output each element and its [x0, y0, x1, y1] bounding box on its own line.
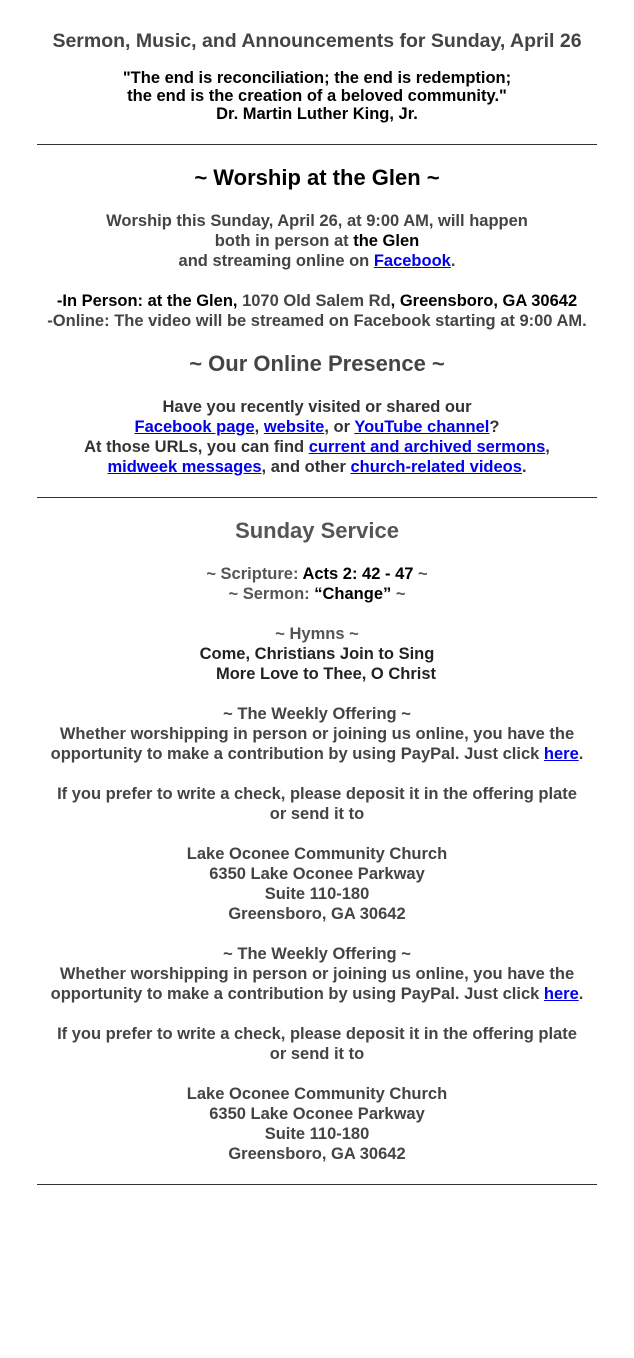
presence-line — [0, 437, 634, 457]
mailing-address — [0, 1084, 634, 1164]
offering-section — [0, 944, 634, 1004]
offering-text — [32, 984, 602, 1004]
scripture-value: Acts 2: 42 - 47 — [302, 565, 414, 583]
page-title: Sermon, Music, and Announcements for Sunday, April 26 — [52, 30, 582, 52]
newsletter — [0, 30, 634, 1185]
presence-heading: ~ Our Online Presence ~ — [189, 351, 445, 376]
inperson-city: , Greensboro, GA 30642 — [390, 292, 578, 310]
divider — [37, 144, 597, 145]
paypal-here-link[interactable]: here — [543, 745, 579, 763]
sermon-label: ~ Sermon: — [228, 585, 315, 603]
sermon-line — [0, 584, 634, 604]
punctuation: . — [578, 985, 584, 1003]
sermon-value: “Change” — [314, 585, 392, 603]
offering-section — [0, 704, 634, 764]
offering-text: Whether worshipping in person or joining us online, you have the — [59, 725, 575, 743]
presence-line — [0, 457, 634, 477]
punctuation: . — [521, 458, 527, 476]
quote-author: Dr. Martin Luther King, Jr. — [216, 105, 418, 123]
worship-heading: ~ Worship at the Glen ~ — [194, 165, 440, 190]
videos-link[interactable]: church-related videos — [350, 458, 522, 476]
punctuation: . — [450, 252, 456, 270]
punctuation: , — [254, 418, 264, 436]
scripture-line — [0, 564, 634, 584]
hymns-label: ~ Hymns ~ — [275, 625, 359, 643]
offering-text-line: opportunity to make a contribution by using PayPal. Just click — [50, 985, 540, 1003]
inperson-line — [30, 291, 604, 311]
hymns — [0, 624, 634, 684]
quote-line: the end is the creation of a beloved community." — [127, 87, 507, 105]
divider — [37, 1184, 597, 1185]
worship-line — [0, 231, 634, 251]
glen-text: the Glen — [353, 232, 420, 250]
check-info — [0, 1024, 634, 1064]
worship-info — [0, 211, 634, 271]
punctuation: . — [578, 745, 584, 763]
address-line: Lake Oconee Community Church — [186, 1085, 448, 1103]
address-line: Lake Oconee Community Church — [186, 845, 448, 863]
worship-text: both in person at — [214, 232, 354, 250]
offering-text: Whether worshipping in person or joining us online, you have the — [59, 965, 575, 983]
presence-info — [0, 397, 634, 477]
sermons-link[interactable]: current and archived sermons — [308, 438, 546, 456]
divider — [37, 497, 597, 498]
address-line: 6350 Lake Oconee Parkway — [209, 865, 425, 883]
worship-text: and streaming online on — [178, 252, 374, 270]
presence-text: , and other — [261, 458, 351, 476]
address-line: Greensboro, GA 30642 — [228, 905, 406, 923]
presence-line — [0, 417, 634, 437]
sermon-tail: ~ — [391, 585, 406, 603]
quote-line: "The end is reconciliation; the end is redemption; — [122, 69, 512, 87]
online-line: -Online: The video will be streamed on Facebook starting at 9:00 AM. — [47, 312, 587, 330]
scripture-tail: ~ — [413, 565, 428, 583]
facebook-link[interactable]: Facebook — [373, 252, 451, 270]
offering-heading: ~ The Weekly Offering ~ — [223, 945, 411, 963]
scripture-sermon — [0, 564, 634, 604]
scripture-label: ~ Scripture: — [206, 565, 303, 583]
offering-heading: ~ The Weekly Offering ~ — [223, 705, 411, 723]
address-line: Suite 110-180 — [264, 885, 370, 903]
inperson-label: -In Person: at the Glen, — [56, 292, 243, 310]
address-line: 6350 Lake Oconee Parkway — [209, 1105, 425, 1123]
hymn-item: More Love to Thee, O Christ — [215, 665, 437, 683]
midweek-link[interactable]: midweek messages — [107, 458, 262, 476]
attendance-info — [0, 291, 634, 331]
facebook-page-link[interactable]: Facebook page — [134, 418, 255, 436]
service-heading: Sunday Service — [235, 518, 399, 543]
check-text: If you prefer to write a check, please deposit it in the offering plate or send it to — [57, 1025, 577, 1063]
address-line: Suite 110-180 — [264, 1125, 370, 1143]
website-link[interactable]: website — [263, 418, 325, 436]
mailing-address — [0, 844, 634, 924]
hymn-item: Come, Christians Join to Sing — [199, 645, 435, 663]
worship-line: Worship this Sunday, April 26, at 9:00 AM, will happen — [106, 212, 528, 230]
offering-text — [32, 744, 602, 764]
youtube-link[interactable]: YouTube channel — [354, 418, 490, 436]
offering-text-line: opportunity to make a contribution by using PayPal. Just click — [50, 745, 540, 763]
presence-line: Have you recently visited or shared our — [162, 398, 472, 416]
check-text: If you prefer to write a check, please deposit it in the offering plate or send it to — [57, 785, 577, 823]
paypal-here-link[interactable]: here — [543, 985, 579, 1003]
punctuation: , — [545, 438, 550, 456]
address-line: Greensboro, GA 30642 — [228, 1145, 406, 1163]
punctuation: ? — [489, 418, 500, 436]
quote-block — [0, 69, 634, 123]
check-info — [0, 784, 634, 824]
worship-line — [0, 251, 634, 271]
inperson-address: 1070 Old Salem Rd — [242, 292, 391, 310]
punctuation: , or — [324, 418, 355, 436]
presence-text: At those URLs, you can find — [84, 438, 309, 456]
